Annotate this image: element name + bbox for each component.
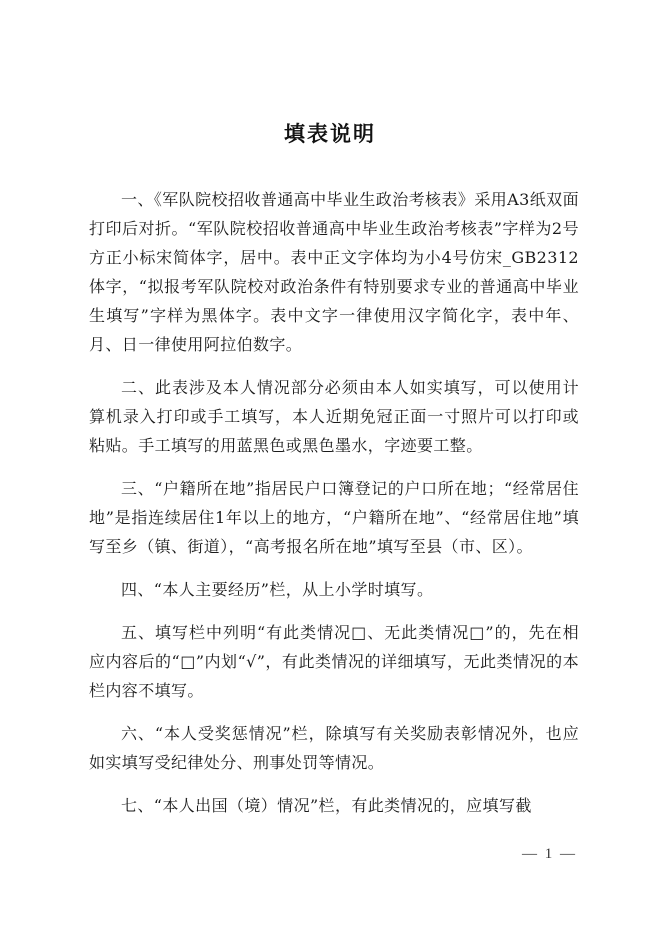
paragraph-4: 四、“本人主要经历”栏，从上小学时填写。	[121, 580, 434, 599]
document-title: 填表说明	[284, 122, 376, 146]
paragraph-5: 五、填写栏中列明“有此类情况□、无此类情况□”的，先在相应内容后的“□”内划“√”，有此类情况的详细填写，无此类情况的本栏内容不填写。	[89, 623, 579, 700]
page-number: — 1 —	[522, 846, 577, 862]
document-body	[89, 185, 579, 820]
paragraph-7: 七、“本人出国（境）情况”栏，有此类情况的，应填写截	[121, 796, 532, 815]
paragraph-3: 三、“户籍所在地”指居民户口簿登记的户口所在地；“经常居住地”是指连续居住1年以上的地方，“户籍所在地”、“经常居住地”填写至乡（镇、街道），“高考报名所在地”填写至县（市、区）。	[89, 479, 579, 556]
paragraph-1: 一、《军队院校招收普通高中毕业生政治考核表》采用A3纸双面打印后对折。“军队院校招收普通高中毕业生政治考核表”字样为2号方正小标宋简体字，居中。表中正文字体均为小4号仿宋_GB2312体字，“拟报考军队院校对政治条件有特别要求专业的普通高中毕业生填写”字样为黑体字。表中文字一律使用汉字简化字，表中年、月、日一律使用阿拉伯数字。	[89, 190, 579, 354]
paragraph-2: 二、此表涉及本人情况部分必须由本人如实填写，可以使用计算机录入打印或手工填写，本人近期免冠正面一寸照片可以打印或粘贴。手工填写的用蓝黑色或黑色墨水，字迹要工整。	[89, 378, 579, 455]
paragraph-6: 六、“本人受奖惩情况”栏，除填写有关奖励表彰情况外，也应如实填写受纪律处分、刑事处罚等情况。	[89, 724, 579, 772]
